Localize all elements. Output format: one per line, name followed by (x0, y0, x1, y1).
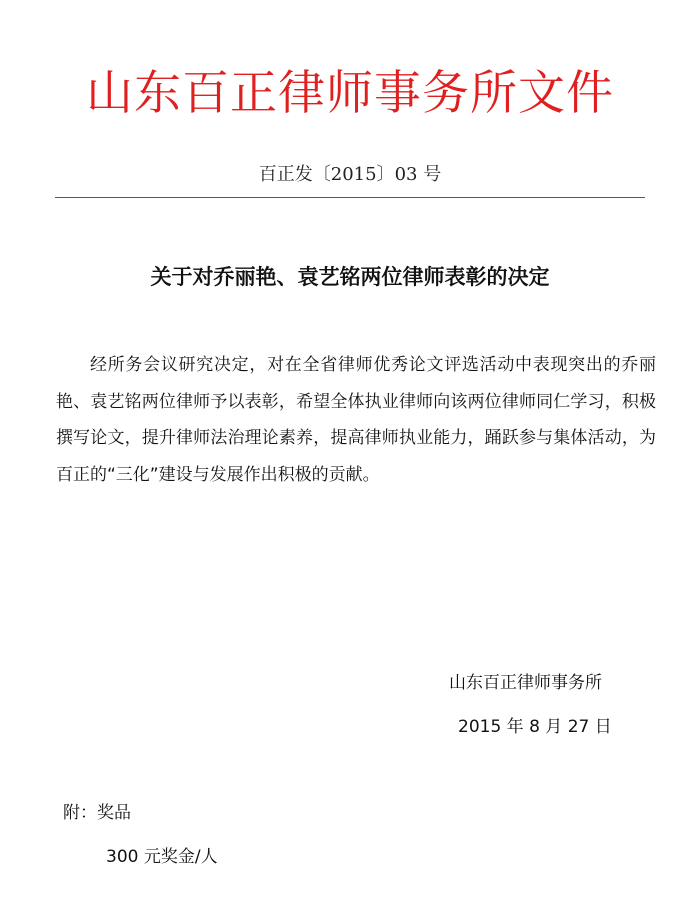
red-divider-line (55, 197, 645, 198)
attachment-label: 附：奖品 (63, 803, 131, 823)
document-number: 百正发〔2015〕03 号 (258, 164, 442, 185)
signature-date: 2015 年 8 月 27 日 (458, 717, 612, 737)
attachment-item: 300 元奖金/人 (106, 847, 218, 867)
decision-title: 关于对乔丽艳、袁艺铭两位律师表彰的决定 (150, 264, 550, 289)
decision-body-paragraph: 经所务会议研究决定，对在全省律师优秀论文评选活动中表现突出的乔丽艳、袁艺铭两位律师予以表彰，希望全体执业律师向该两位律师同仁学习，积极撰写论文，提升律师法治理论素养，提高律师执业能力，踊跃参与集体活动，为百正的“三化”建设与发展作出积极的贡献。 (56, 355, 656, 485)
signature-organization: 山东百正律师事务所 (449, 673, 602, 693)
document-header-title: 山东百正律师事务所文件 (86, 66, 614, 121)
